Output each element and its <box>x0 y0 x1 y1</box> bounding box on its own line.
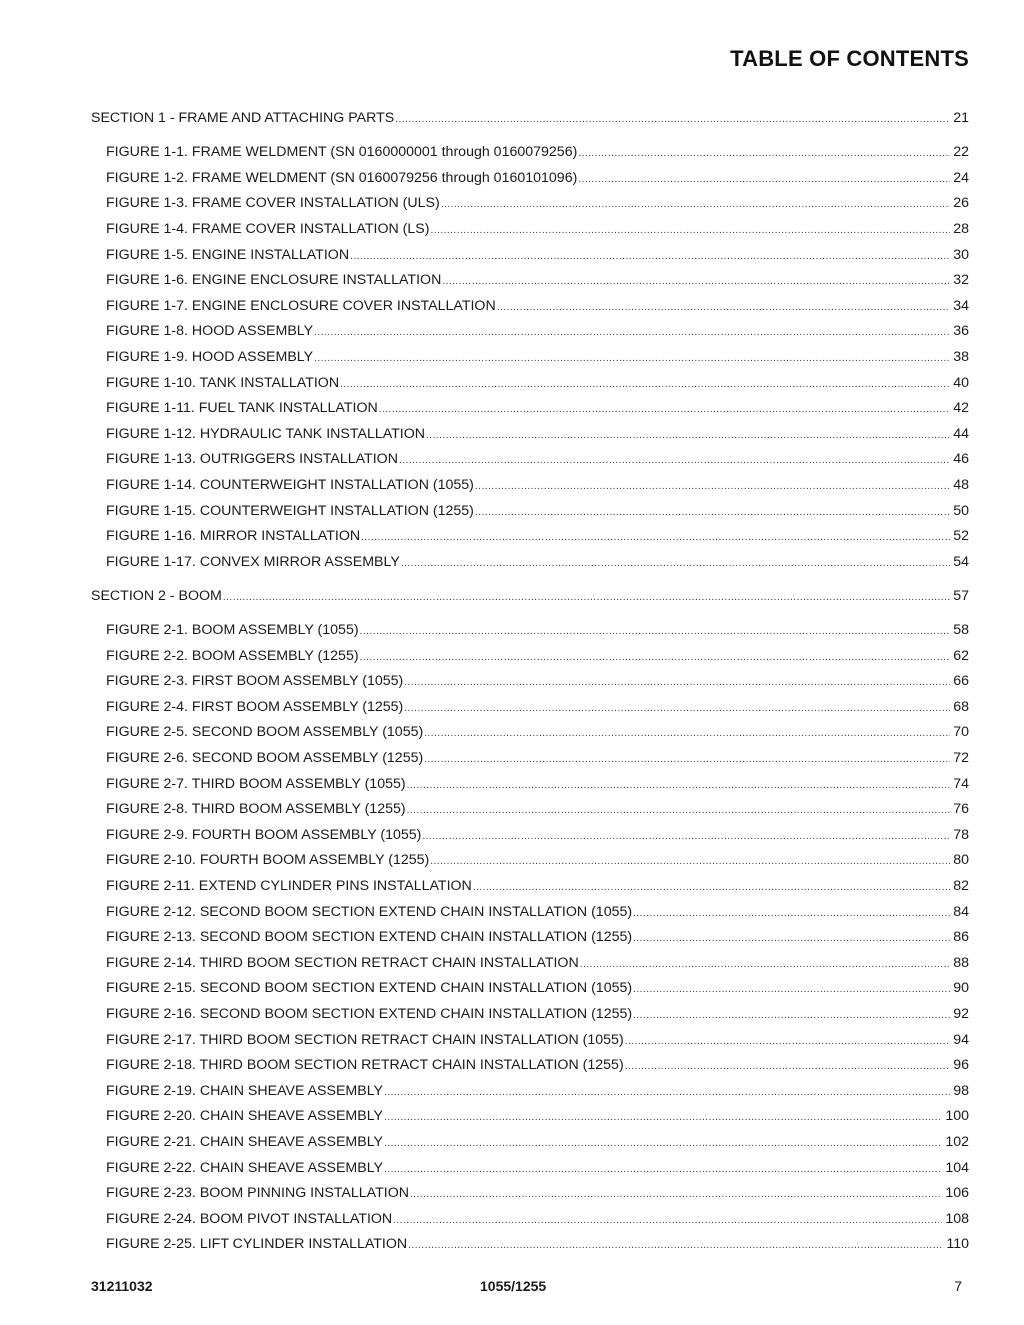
dot-leader <box>361 525 950 551</box>
toc-entry-page: 28 <box>953 220 969 237</box>
table-of-contents <box>0 106 1024 1258</box>
toc-figure-entry[interactable] <box>0 951 969 977</box>
toc-entry-page: 104 <box>945 1159 969 1176</box>
toc-entry-label: SECTION 1 - FRAME AND ATTACHING PARTS <box>91 110 395 126</box>
toc-figure-entry[interactable] <box>0 140 969 166</box>
toc-entry-page: 21 <box>953 110 969 126</box>
toc-figure-entry[interactable] <box>0 669 969 695</box>
toc-entry-label: FIGURE 2-18. THIRD BOOM SECTION RETRACT CHAIN INSTALLATION (1255) <box>106 1057 624 1074</box>
dot-leader <box>578 167 950 193</box>
dot-leader <box>422 824 950 850</box>
toc-figure-entry[interactable] <box>0 166 969 192</box>
toc-entry-label: FIGURE 2-9. FOURTH BOOM ASSEMBLY (1055) <box>106 826 422 843</box>
toc-section-entry[interactable] <box>0 584 969 610</box>
toc-figure-entry[interactable] <box>0 1181 969 1207</box>
dot-leader <box>473 875 950 901</box>
toc-entry-page: 68 <box>953 698 969 715</box>
toc-entry-page: 34 <box>953 297 969 314</box>
dot-leader <box>442 269 950 295</box>
toc-entry-label: FIGURE 1-13. OUTRIGGERS INSTALLATION <box>106 451 398 468</box>
toc-entry-label: FIGURE 1-8. HOOD ASSEMBLY <box>106 323 314 340</box>
toc-entry-label: FIGURE 2-5. SECOND BOOM ASSEMBLY (1055) <box>106 724 424 741</box>
toc-figure-entry[interactable] <box>0 499 969 525</box>
toc-entry-label: FIGURE 2-11. EXTEND CYLINDER PINS INSTALLATION <box>106 878 472 894</box>
toc-entry-page: 48 <box>953 476 969 493</box>
toc-entry-page: 90 <box>953 980 969 997</box>
toc-entry-page: 70 <box>953 724 969 741</box>
dot-leader <box>497 295 951 321</box>
dot-leader <box>360 619 951 645</box>
toc-entry-page: 72 <box>953 750 969 767</box>
toc-entry-label: FIGURE 1-6. ENGINE ENCLOSURE INSTALLATION <box>106 272 442 289</box>
toc-figure-entry[interactable] <box>0 874 969 900</box>
toc-entry-label: FIGURE 2-10. FOURTH BOOM ASSEMBLY (1255) <box>106 852 430 869</box>
dot-leader <box>408 1233 943 1259</box>
toc-entry-label: FIGURE 2-25. LIFT CYLINDER INSTALLATION <box>106 1236 408 1253</box>
toc-entry-page: 50 <box>953 502 969 519</box>
dot-leader <box>633 901 950 927</box>
toc-entry-label: FIGURE 2-16. SECOND BOOM SECTION EXTEND CHAIN INSTALLATION (1255) <box>106 1005 633 1022</box>
toc-entry-page: 52 <box>953 528 969 545</box>
toc-figure-entry[interactable] <box>0 319 969 345</box>
toc-entry-page: 36 <box>953 323 969 340</box>
dot-leader <box>350 244 950 270</box>
toc-figure-entry[interactable] <box>0 217 969 243</box>
toc-entry-page: 102 <box>945 1133 969 1150</box>
toc-entry-page: 38 <box>953 348 969 365</box>
toc-entry-label: FIGURE 2-8. THIRD BOOM ASSEMBLY (1255) <box>106 801 406 818</box>
toc-figure-entry[interactable] <box>0 243 969 269</box>
toc-entry-label: FIGURE 2-6. SECOND BOOM ASSEMBLY (1255) <box>106 750 424 767</box>
toc-entry-page: 32 <box>953 272 969 289</box>
toc-figure-entry[interactable] <box>0 823 969 849</box>
toc-entry-page: 42 <box>953 400 969 417</box>
toc-entry-page: 108 <box>945 1210 969 1227</box>
toc-entry-label: FIGURE 1-5. ENGINE INSTALLATION <box>106 246 350 263</box>
toc-figure-entry[interactable] <box>0 900 969 926</box>
dot-leader <box>424 747 950 773</box>
toc-figure-entry[interactable] <box>0 1079 969 1105</box>
toc-figure-entry[interactable] <box>0 396 969 422</box>
toc-entry-page: 92 <box>953 1005 969 1022</box>
toc-entry-label: FIGURE 2-13. SECOND BOOM SECTION EXTEND CHAIN INSTALLATION (1255) <box>106 929 633 946</box>
dot-leader <box>314 346 950 372</box>
toc-entry-label: FIGURE 2-4. FIRST BOOM ASSEMBLY (1255) <box>106 698 404 715</box>
toc-entry-label: FIGURE 2-3. FIRST BOOM ASSEMBLY (1055) <box>106 673 404 690</box>
toc-entry-page: 30 <box>953 246 969 263</box>
toc-entry-label: FIGURE 2-21. CHAIN SHEAVE ASSEMBLY <box>106 1133 384 1150</box>
toc-figure-entry[interactable] <box>0 720 969 746</box>
toc-entry-page: 84 <box>953 903 969 920</box>
toc-entry-label: FIGURE 1-11. FUEL TANK INSTALLATION <box>106 400 378 417</box>
toc-entry-label: FIGURE 1-4. FRAME COVER INSTALLATION (LS) <box>106 220 430 237</box>
toc-figure-entry[interactable] <box>0 524 969 550</box>
toc-figure-entry[interactable] <box>0 746 969 772</box>
toc-entry-label: FIGURE 2-2. BOOM ASSEMBLY (1255) <box>106 647 359 664</box>
toc-entry-label: FIGURE 2-12. SECOND BOOM SECTION EXTEND CHAIN INSTALLATION (1055) <box>106 903 633 920</box>
dot-leader <box>395 107 950 133</box>
toc-entry-page: 96 <box>953 1057 969 1074</box>
toc-entry-page: 44 <box>953 425 969 442</box>
dot-leader <box>633 1003 950 1029</box>
dot-leader <box>384 1131 942 1157</box>
toc-entry-page: 58 <box>953 622 969 639</box>
footer-page-number: 7 <box>954 1278 962 1294</box>
toc-figure-entry[interactable] <box>0 447 969 473</box>
toc-entry-page: 78 <box>953 826 969 843</box>
toc-entry-label: FIGURE 2-7. THIRD BOOM ASSEMBLY (1055) <box>106 775 406 792</box>
dot-leader <box>384 1080 950 1106</box>
toc-figure-entry[interactable] <box>0 695 969 721</box>
toc-figure-entry[interactable] <box>0 1207 969 1233</box>
toc-figure-entry[interactable] <box>0 772 969 798</box>
toc-section-entry[interactable] <box>0 106 969 132</box>
dot-leader <box>426 423 950 449</box>
dot-leader <box>625 1054 951 1080</box>
toc-entry-page: 80 <box>953 852 969 869</box>
toc-entry-label: SECTION 2 - BOOM <box>91 587 222 604</box>
toc-figure-entry[interactable] <box>0 1104 969 1130</box>
dot-leader <box>340 372 950 398</box>
toc-entry-page: 88 <box>953 954 969 971</box>
toc-figure-entry[interactable] <box>0 473 969 499</box>
toc-entry-label: FIGURE 2-15. SECOND BOOM SECTION EXTEND CHAIN INSTALLATION (1055) <box>106 980 633 997</box>
dot-leader <box>633 926 950 952</box>
toc-entry-page: 54 <box>953 553 969 570</box>
dot-leader <box>410 1182 942 1208</box>
toc-figure-entry[interactable] <box>0 345 969 371</box>
toc-entry-label: FIGURE 1-2. FRAME WELDMENT (SN 0160079256 through 0160101096) <box>106 169 578 186</box>
toc-figure-entry[interactable] <box>0 797 969 823</box>
dot-leader <box>424 721 950 747</box>
toc-entry-label: FIGURE 1-17. CONVEX MIRROR ASSEMBLY <box>106 553 400 570</box>
dot-leader <box>441 192 951 218</box>
dot-leader <box>475 474 950 500</box>
dot-leader <box>404 696 950 722</box>
toc-entry-label: FIGURE 1-12. HYDRAULIC TANK INSTALLATION <box>106 425 426 442</box>
toc-entry-label: FIGURE 1-9. HOOD ASSEMBLY <box>106 348 314 365</box>
toc-entry-page: 100 <box>945 1108 969 1125</box>
toc-entry-label: FIGURE 1-14. COUNTERWEIGHT INSTALLATION (1055) <box>106 476 474 493</box>
dot-leader <box>401 551 950 577</box>
dot-leader <box>393 1208 942 1234</box>
toc-entry-page: 66 <box>953 673 969 690</box>
dot-leader <box>578 141 950 167</box>
toc-entry-page: 94 <box>953 1031 969 1048</box>
toc-entry-label: FIGURE 2-24. BOOM PIVOT INSTALLATION <box>106 1210 393 1227</box>
dot-leader <box>580 952 951 978</box>
toc-figure-entry[interactable] <box>0 1028 969 1054</box>
toc-entry-label: FIGURE 2-22. CHAIN SHEAVE ASSEMBLY <box>106 1159 384 1176</box>
dot-leader <box>384 1157 942 1183</box>
toc-figure-entry[interactable] <box>0 1232 969 1258</box>
toc-entry-label: FIGURE 1-1. FRAME WELDMENT (SN 0160000001 through 0160079256) <box>106 144 578 161</box>
toc-entry-label: FIGURE 2-20. CHAIN SHEAVE ASSEMBLY <box>106 1108 384 1125</box>
toc-figure-entry[interactable] <box>0 1156 969 1182</box>
dot-leader <box>399 448 950 474</box>
toc-entry-label: FIGURE 2-17. THIRD BOOM SECTION RETRACT CHAIN INSTALLATION (1055) <box>106 1031 624 1048</box>
toc-entry-label: FIGURE 2-23. BOOM PINNING INSTALLATION <box>106 1185 409 1202</box>
toc-entry-label: FIGURE 1-7. ENGINE ENCLOSURE COVER INSTALLATION <box>106 297 496 314</box>
toc-entry-page: 74 <box>953 775 969 792</box>
toc-entry-page: 106 <box>945 1185 969 1202</box>
toc-figure-entry[interactable] <box>0 371 969 397</box>
toc-figure-entry[interactable] <box>0 550 969 576</box>
toc-figure-entry[interactable] <box>0 268 969 294</box>
toc-entry-page: 26 <box>953 195 969 212</box>
toc-figure-entry[interactable] <box>0 1002 969 1028</box>
toc-figure-entry[interactable] <box>0 191 969 217</box>
footer-model: 1055/1255 <box>480 1278 547 1294</box>
dot-leader <box>314 320 950 346</box>
toc-figure-entry[interactable] <box>0 618 969 644</box>
dot-leader <box>384 1105 942 1131</box>
toc-entry-label: FIGURE 2-1. BOOM ASSEMBLY (1055) <box>106 622 359 639</box>
toc-figure-entry[interactable] <box>0 1130 969 1156</box>
dot-leader <box>625 1029 951 1055</box>
dot-leader <box>404 670 950 696</box>
toc-entry-page: 76 <box>953 801 969 818</box>
toc-entry-page: 82 <box>953 878 969 894</box>
dot-leader <box>430 849 950 875</box>
toc-figure-entry[interactable] <box>0 925 969 951</box>
dot-leader <box>407 798 951 824</box>
toc-entry-page: 40 <box>953 374 969 391</box>
toc-entry-page: 46 <box>953 451 969 468</box>
toc-figure-entry[interactable] <box>0 644 969 670</box>
page-title: TABLE OF CONTENTS <box>730 46 969 71</box>
toc-entry-page: 86 <box>953 929 969 946</box>
footer-doc-number: 31211032 <box>91 1278 153 1294</box>
toc-entry-page: 62 <box>953 647 969 664</box>
toc-entry-label: FIGURE 2-14. THIRD BOOM SECTION RETRACT CHAIN INSTALLATION <box>106 954 579 971</box>
dot-leader <box>430 218 950 244</box>
toc-figure-entry[interactable] <box>0 422 969 448</box>
toc-figure-entry[interactable] <box>0 976 969 1002</box>
toc-figure-entry[interactable] <box>0 294 969 320</box>
toc-entry-page: 24 <box>953 169 969 186</box>
toc-entry-page: 110 <box>946 1236 969 1253</box>
dot-leader <box>407 773 951 799</box>
toc-entry-page: 22 <box>953 144 969 161</box>
toc-figure-entry[interactable] <box>0 848 969 874</box>
dot-leader <box>633 977 950 1003</box>
toc-entry-label: FIGURE 1-16. MIRROR INSTALLATION <box>106 528 361 545</box>
dot-leader <box>379 397 950 423</box>
dot-leader <box>223 585 950 611</box>
toc-entry-label: FIGURE 1-10. TANK INSTALLATION <box>106 374 340 391</box>
dot-leader <box>360 645 951 671</box>
toc-figure-entry[interactable] <box>0 1053 969 1079</box>
toc-entry-label: FIGURE 1-15. COUNTERWEIGHT INSTALLATION (1255) <box>106 502 474 519</box>
toc-entry-page: 98 <box>953 1082 969 1099</box>
toc-entry-label: FIGURE 1-3. FRAME COVER INSTALLATION (ULS) <box>106 195 440 212</box>
toc-entry-page: 57 <box>953 587 969 604</box>
toc-entry-label: FIGURE 2-19. CHAIN SHEAVE ASSEMBLY <box>106 1082 384 1099</box>
dot-leader <box>475 500 950 526</box>
